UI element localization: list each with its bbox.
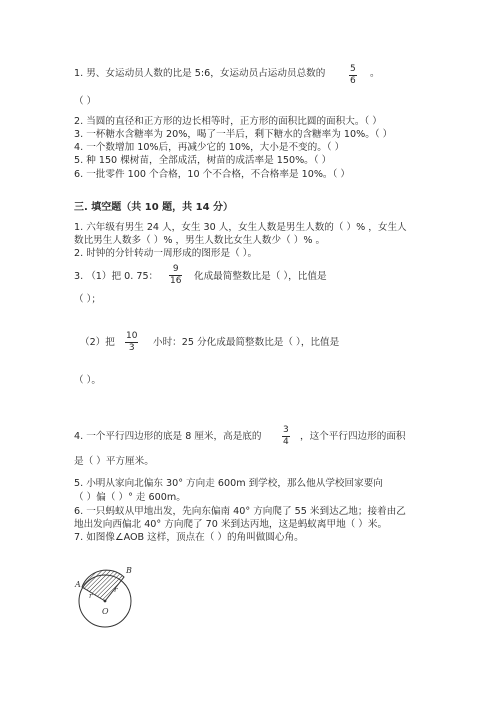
question-3-2 bbox=[74, 248, 257, 260]
question-text: 化成最简整数比是（ ），比值是 bbox=[194, 271, 327, 282]
fraction-numerator: 10 bbox=[126, 331, 138, 341]
question-2-2 bbox=[74, 116, 382, 128]
question-text: 4. 一个平行四边形的底是 8 厘米，高是底的 bbox=[74, 431, 262, 442]
label-o: O bbox=[102, 607, 109, 616]
fraction bbox=[169, 264, 182, 287]
question-text: 小时：25 分化成最简整数比是（ ），比值是 bbox=[153, 337, 340, 348]
question-3-4-cont bbox=[300, 431, 406, 443]
question-2-3 bbox=[74, 129, 392, 141]
answer-blank-text: （ ） bbox=[74, 96, 97, 107]
question-3-1 bbox=[74, 222, 407, 234]
fraction-denominator: 4 bbox=[283, 437, 289, 447]
center-point bbox=[104, 600, 107, 603]
question-text: （2）把 bbox=[80, 337, 115, 348]
fraction bbox=[125, 331, 138, 354]
question-3-5 bbox=[74, 478, 383, 490]
question-3-4 bbox=[74, 431, 262, 443]
question-text: ，这个平行四边形的面积 bbox=[300, 431, 406, 442]
question-text: 4. 一个数增加 10%后，再减少它的 10%，大小是不变的。（ ） bbox=[74, 142, 345, 153]
question-3-4-end bbox=[74, 456, 154, 468]
question-3-1-cont bbox=[74, 235, 325, 247]
question-text: 5. 小明从家向北偏东 30° 方向走 600m 到学校，那么他从学校回家要向 bbox=[74, 478, 383, 489]
question-text: 2. 时钟的分针转动一周形成的图形是（ ）。 bbox=[74, 248, 258, 259]
question-3-3-cont bbox=[194, 271, 327, 283]
question-text: 2. 当圆的直径和正方形的边长相等时，正方形的面积比圆的面积大。（ ） bbox=[74, 116, 382, 127]
question-text: 1. 男、女运动员人数的比是 5:6，女运动员占运动员总数的 bbox=[74, 68, 326, 79]
question-3-7 bbox=[74, 532, 304, 544]
question-3-6-cont bbox=[74, 519, 387, 531]
question-text: 数比男生人数多（ ）% ，男生人数比女生人数少（ ）% 。 bbox=[74, 235, 326, 246]
question-2-6 bbox=[74, 169, 350, 181]
fraction-denominator: 6 bbox=[350, 76, 356, 86]
question-2-5 bbox=[74, 155, 331, 167]
question-2-1 bbox=[74, 68, 325, 80]
question-text: 7. 如图像∠AOB 这样，顶点在（ ）的角叫做圆心角。 bbox=[74, 532, 304, 543]
label-b: B bbox=[126, 566, 132, 575]
question-text: 1. 六年级有男生 24 人，女生 30 人，女生人数是男生人数的（ ）% ，女生人 bbox=[74, 222, 407, 233]
question-end bbox=[370, 68, 380, 80]
question-2-4 bbox=[74, 142, 344, 154]
label-a: A bbox=[75, 580, 81, 589]
fraction bbox=[349, 64, 357, 87]
answer-blank[interactable] bbox=[74, 375, 101, 387]
answer-blank-text: （ ）。 bbox=[74, 375, 102, 386]
question-text: 3. 一杯糖水含糖率为 20%，喝了一半后，剩下糖水的含糖率为 10%。（ ） bbox=[74, 129, 393, 140]
question-text: 是（ ）平方厘米。 bbox=[74, 456, 154, 467]
central-angle-figure bbox=[72, 562, 152, 632]
question-3-3-part2 bbox=[80, 337, 115, 349]
fraction-numerator: 9 bbox=[172, 264, 179, 274]
fraction-numerator: 5 bbox=[350, 64, 356, 74]
question-3-6 bbox=[74, 506, 406, 518]
fraction-denominator: 3 bbox=[125, 342, 138, 354]
question-text: 6. 一批零件 100 个合格，10 个不合格，不合格率是 10%。（ ） bbox=[74, 169, 350, 180]
label-r-left: r bbox=[89, 592, 93, 600]
question-3-3 bbox=[74, 271, 158, 283]
question-text: （ ）偏（ ）° 走 600m。 bbox=[74, 492, 186, 503]
question-3-3-part2-cont bbox=[153, 337, 339, 349]
fraction-denominator: 16 bbox=[170, 276, 182, 286]
question-text: 6. 一只蚂蚁从甲地出发，先向东偏南 40° 方向爬了 55 米到达乙地；接着由乙 bbox=[74, 506, 406, 517]
punctuation: 。 bbox=[370, 68, 380, 79]
question-text: 3. （1）把 0. 75： bbox=[74, 271, 159, 282]
answer-blank-text: （ ）； bbox=[74, 294, 102, 305]
label-r-right: r bbox=[114, 586, 118, 594]
question-3-5-cont bbox=[74, 492, 186, 504]
section-heading: 三. 填空题（共 10 题，共 14 分） bbox=[74, 202, 234, 213]
question-text: 地出发向西偏北 40° 方向爬了 70 米到达丙地，这是蚂蚁离甲地（ ）米。 bbox=[74, 519, 388, 530]
answer-blank[interactable] bbox=[74, 96, 96, 108]
fraction-numerator: 3 bbox=[283, 425, 289, 435]
fraction bbox=[282, 425, 290, 448]
answer-blank[interactable] bbox=[74, 294, 101, 306]
question-text: 5. 种 150 棵树苗，全部成活，树苗的成活率是 150%。（ ） bbox=[74, 155, 332, 166]
